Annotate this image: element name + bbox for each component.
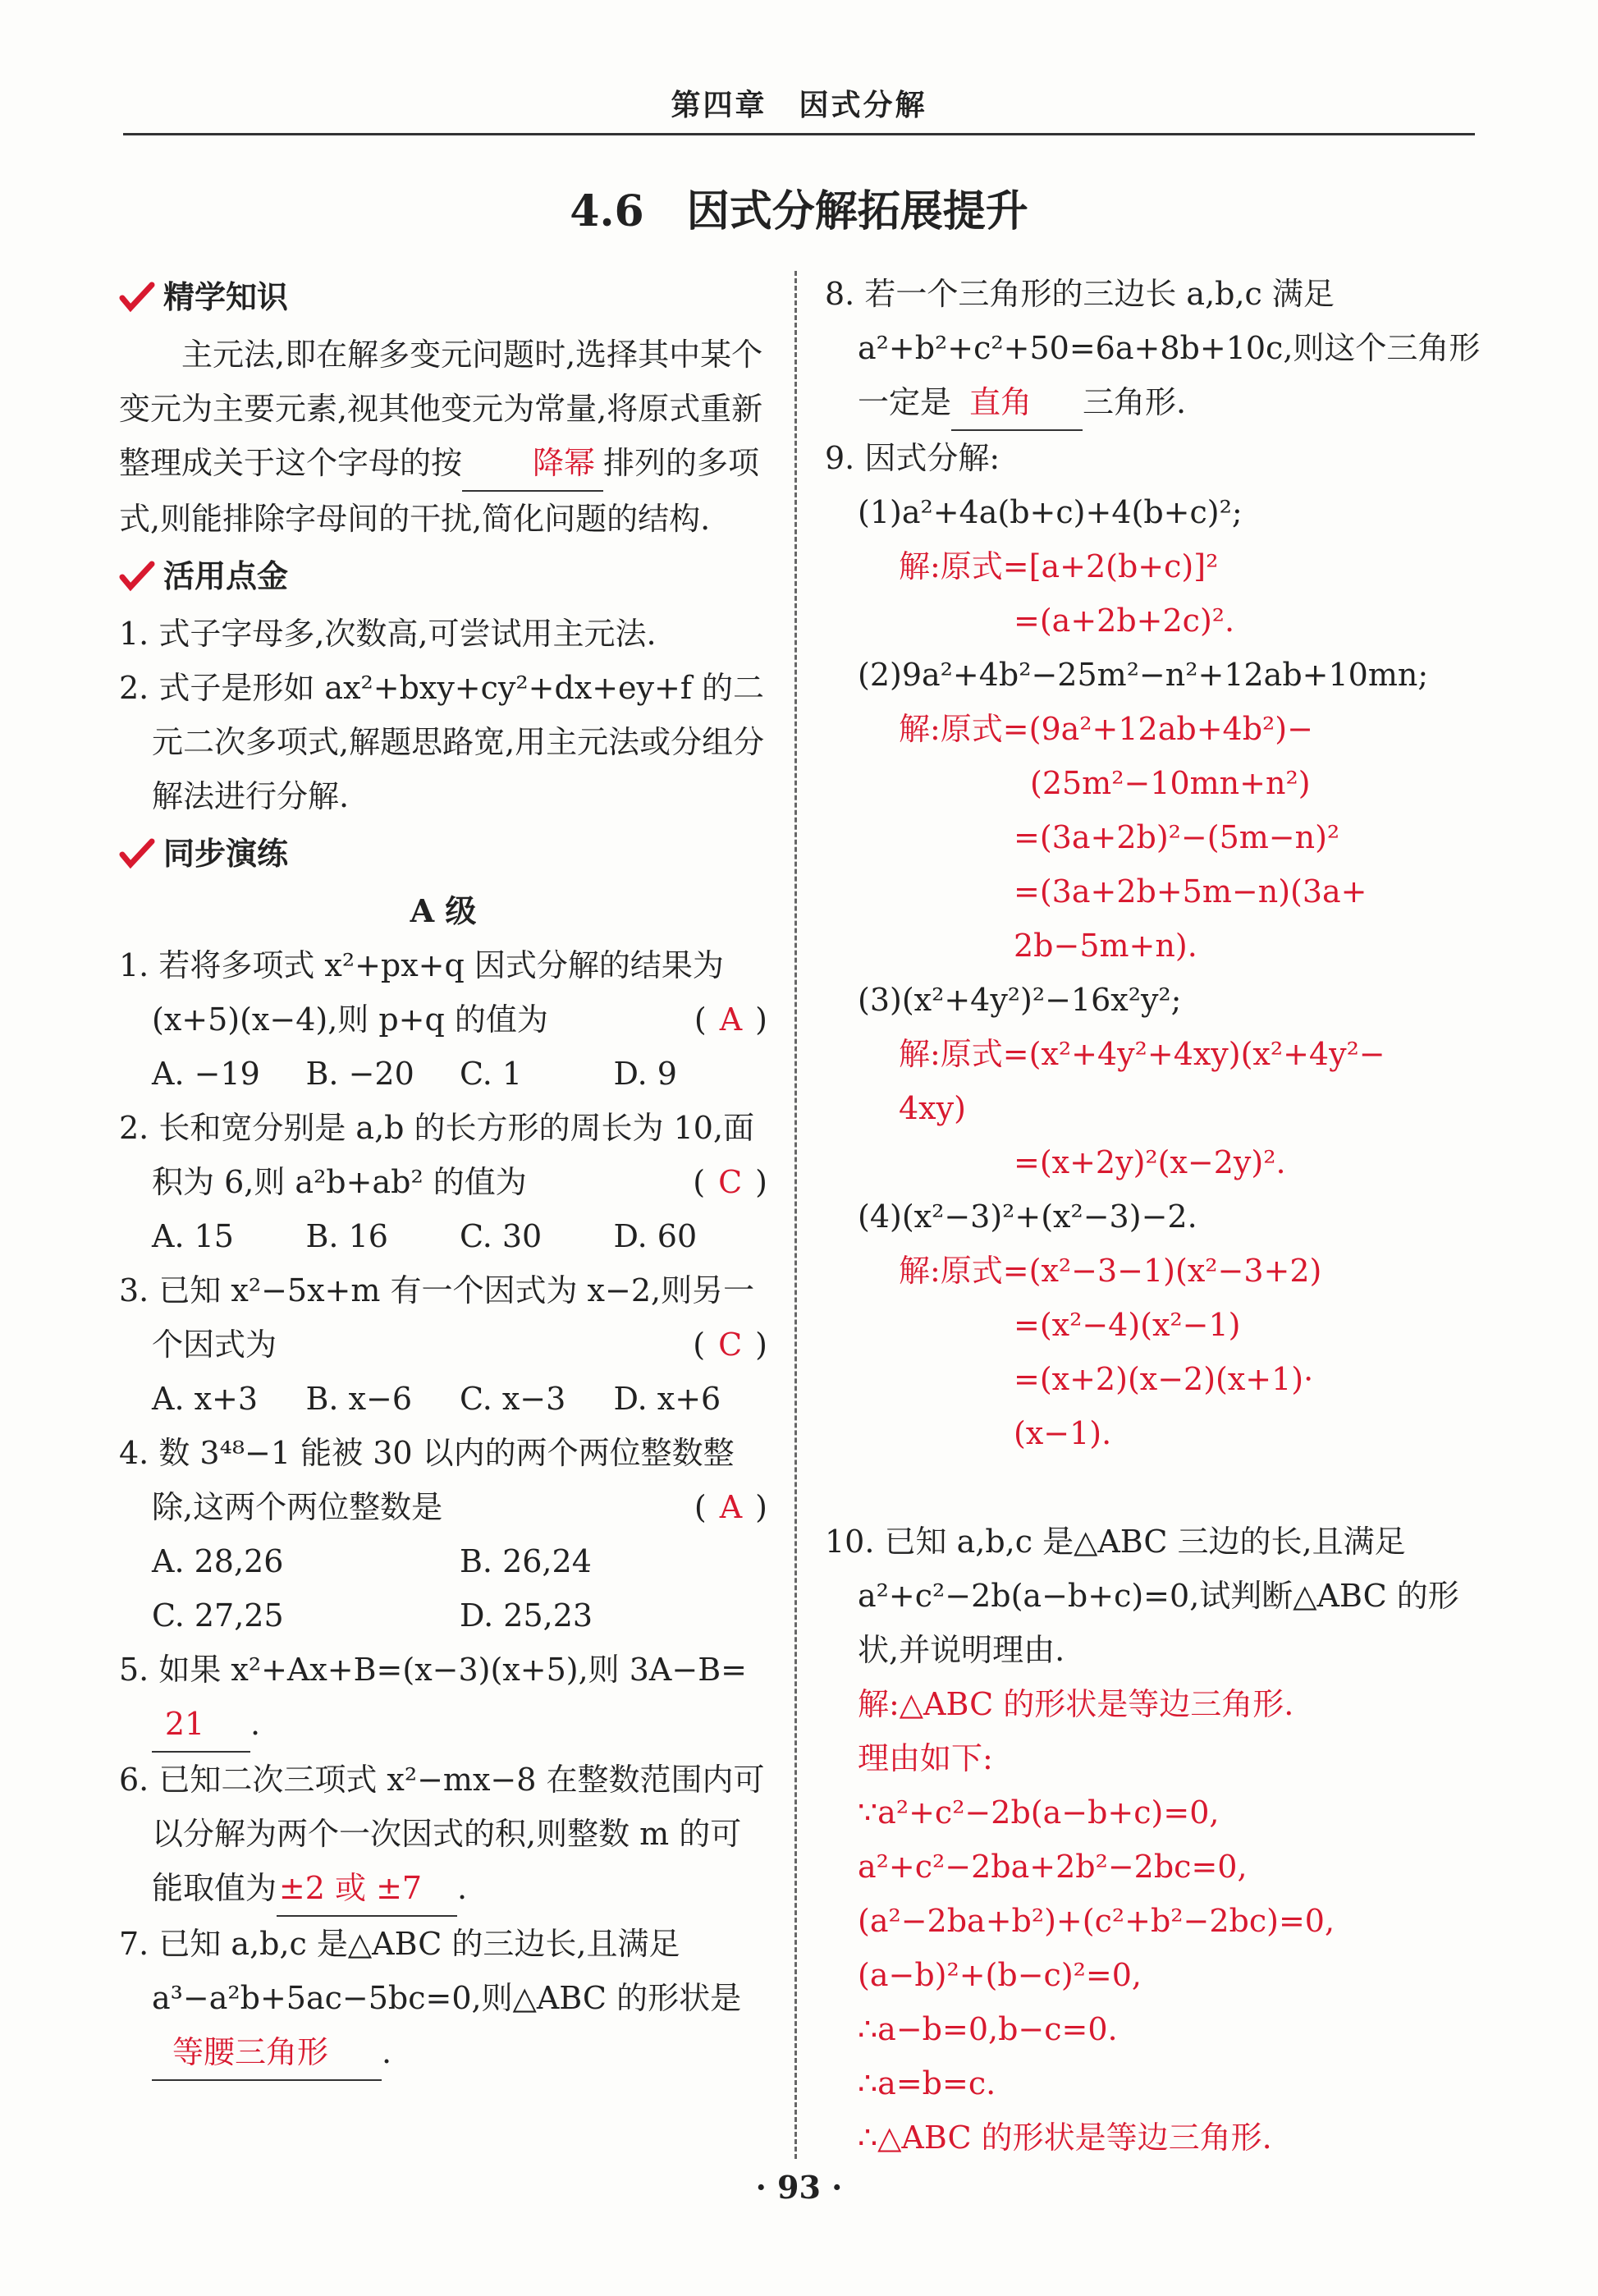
left-column: [119, 267, 767, 2081]
answer-blank: 直角: [951, 375, 1083, 431]
answer-choice: C: [718, 1327, 743, 1363]
knowledge-text: 主元法,即在解多变元问题时,选择其中某个变元为主要元素,视其他变元为常量,将原式重新整理成关于这个字母的按 降幂 排列的多项式,则能排除字母间的干扰,简化问题的结构.: [119, 337, 763, 537]
section-knowledge: 精学知识: [119, 270, 767, 324]
section-title: 4.6 因式分解拓展提升: [570, 186, 1028, 236]
question-2: 2. 长和宽分别是 a,b 的长方形的周长为 10,面积为 6,则 a²b+ab² 的值为 ( C ): [119, 1110, 767, 1200]
q9-part-4: (4)(x²−3)²+(x²−3)−2.: [858, 1198, 1197, 1235]
answer-choice: A: [719, 1489, 743, 1525]
question-5: 5. 如果 x²+Ax+B=(x−3)(x+5),则 3A−B=21 .: [119, 1643, 767, 1753]
question-1: 1. 若将多项式 x²+px+q 因式分解的结果为 (x+5)(x−4),则 p+q 的值为 ( A ): [119, 947, 767, 1038]
answer-choice: C: [718, 1164, 743, 1200]
answer-blank: 21: [152, 1697, 250, 1753]
question-8: 8. 若一个三角形的三边长 a,b,c 满足 a²+b²+c²+50=6a+8b+10c,则这个三角形一定是 直角 三角形.: [825, 267, 1481, 431]
answer-choice: A: [719, 1001, 743, 1038]
section-practice: 同步演练: [119, 827, 767, 881]
question-9: 9. 因式分解:: [825, 440, 1000, 476]
page-header: [123, 82, 1475, 135]
question-4: 4. 数 3⁴⁸−1 能被 30 以内的两个两位整数整除,这两个两位整数是 ( A ): [119, 1435, 767, 1525]
options: A. −19 B. −20 C. 1 D. 9: [152, 1056, 677, 1092]
section-tips: 活用点金: [119, 549, 767, 603]
q9-part-1: (1)a²+4a(b+c)+4(b+c)²;: [858, 494, 1243, 530]
options: A. 15 B. 16 C. 30 D. 60: [152, 1218, 698, 1254]
question-10: 10. 已知 a,b,c 是△ABC 三边的长,且满足 a²+c²−2b(a−b+c)=0,试判断△ABC 的形状,并说明理由.: [825, 1524, 1459, 1668]
tip-item: 1. 式子字母多,次数高,可尝试用主元法.: [119, 616, 657, 652]
page-number: · 93 ·: [755, 2169, 843, 2206]
column-divider: [794, 271, 797, 2159]
answer-blank: ±2 或 ±7: [277, 1861, 457, 1917]
options: A. 28,26 B. 26,24 C. 27,25 D. 25,23: [152, 1543, 593, 1634]
options: A. x+3 B. x−6 C. x−3 D. x+6: [152, 1381, 721, 1417]
check-heart-icon: [119, 282, 155, 313]
answer-blank: 等腰三角形: [152, 2025, 382, 2081]
chapter-title: 第四章 因式分解: [671, 88, 927, 122]
question-7: 7. 已知 a,b,c 是△ABC 的三边长,且满足 a³−a²b+5ac−5bc=0,则△ABC 的形状是等腰三角形 .: [119, 1917, 767, 2081]
answer-blank: 降幂: [462, 436, 603, 492]
q9-part-2: (2)9a²+4b²−25m²−n²+12ab+10mn;: [858, 657, 1429, 693]
right-column: 8. 若一个三角形的三边长 a,b,c 满足 a²+b²+c²+50=6a+8b+10c,则这个三角形一定是 直角 三角形. 9. 因式分解: (1)a²+4a(b+c)+4(b+c)²; 解:原式=[a+2(b+c)]² =(a+2b+2c)². (2)9a²+4b²−25m²−n²+12ab+10mn; 解:原式=(9a²+12ab+4b²)− (25m²−10mn+n²) =(3a+2b)²−(5m−n)² =(3a+2b+5m−n)(3a+ 2b−5m+n). (3)(x²+4y²)²−16x²y²; 解:原式=(x²+4y²+4xy)(x²+4y²− 4xy) =(x+2y)²(x−2y)². (4)(x²−3)²+(x²−3)−2. 解:原式=(x²−3−1)(x²−3+2) =(x²−4)(x²−1) =(x+2)(x−2)(x+1)· (x−1). 10. 已知 a,b,c 是△ABC 三边的长,且满足 a²+c²−2b(a−b+c)=0,试判断△ABC 的形状,并说明理由. 解:△ABC 的形状是等边三角形. 理由如下: ∵a²+c²−2b(a−b+c)=0, a²+c²−2ba+2b²−2bc=0, (a²−2ba+b²)+(c²+b²−2bc)=0, (a−b)²+(b−c)²=0, ∴a−b=0,b−c=0. ∴a=b=c. ∴△ABC 的形状是等边三角形.: [825, 267, 1481, 2165]
question-3: 3. 已知 x²−5x+m 有一个因式为 x−2,则另一个因式为 ( C ): [119, 1272, 767, 1363]
tip-item: 2. 式子是形如 ax²+bxy+cy²+dx+ey+f 的二元二次多项式,解题思路宽,用主元法或分组分解法进行分解.: [119, 670, 765, 814]
check-heart-icon: [119, 561, 155, 592]
check-heart-icon: [119, 838, 155, 869]
level-label: A 级: [410, 892, 477, 929]
q9-part-3: (3)(x²+4y²)²−16x²y²;: [858, 982, 1182, 1018]
question-6: 6. 已知二次三项式 x²−mx−8 在整数范围内可以分解为两个一次因式的积,则整数 m 的可能取值为±2 或 ±7 .: [119, 1753, 767, 1917]
